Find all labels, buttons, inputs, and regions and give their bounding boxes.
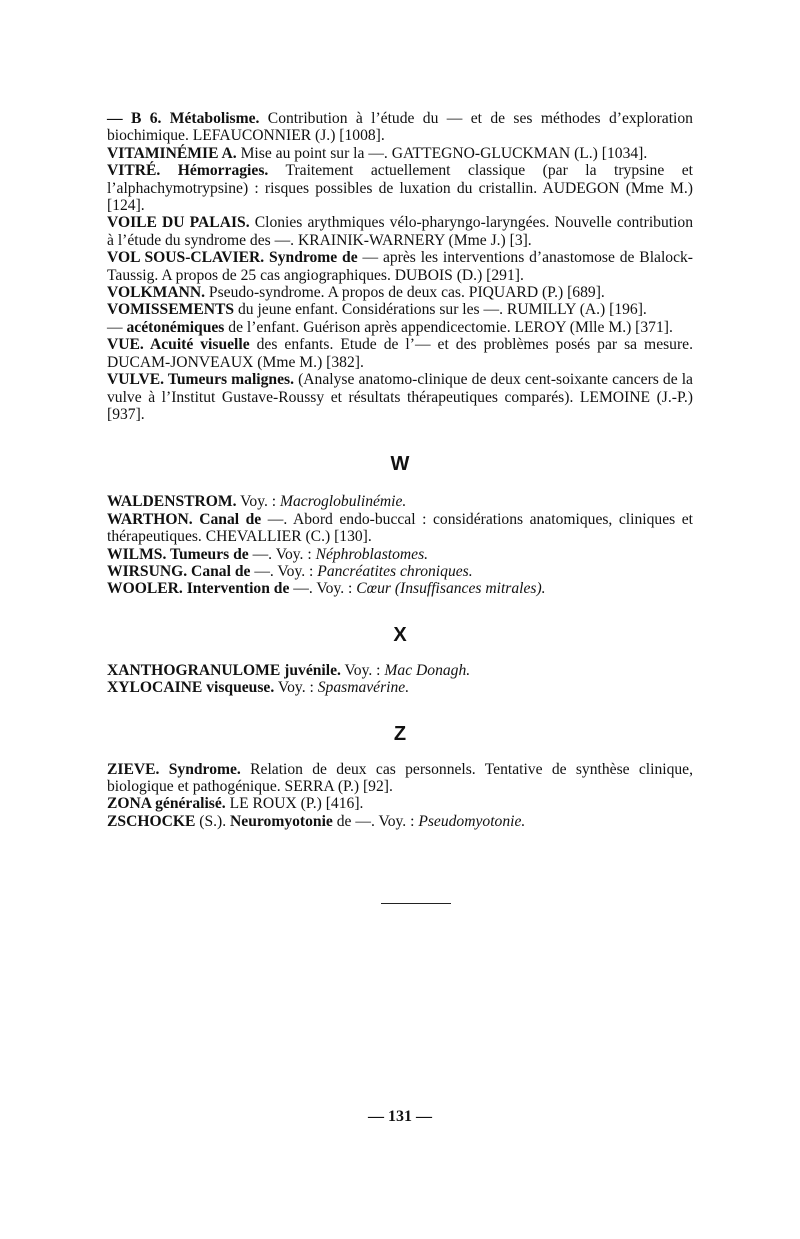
section-x [107,662,693,697]
entry-xanthogranulome [107,662,693,679]
entry-subject: généralisé. [151,795,226,813]
entry-vol-sous-clavier [107,249,693,284]
entry-wilms [107,546,693,563]
entry-text: des enfants. Etude de l’— et des problèmes posés par sa mesure. DUCAM-JONVEAUX (Mme M.) [382]. [107,336,693,371]
entry-subject: Canal de [187,562,251,580]
section-letter-w: W [390,453,410,476]
entry-headword: WILMS. [107,545,167,563]
entry-text: Relation de deux cas personnels. Tentative de synthèse clinique, biologique et pathogénique. SERRA (P.) [92]. [107,760,693,795]
entry-acetonemiques [107,319,693,336]
entry-text: de l’enfant. Guérison après appendicectomie. LEROY (Mlle M.) [371]. [224,318,673,336]
entry-text: Traitement actuellement classique (par la trypsine et l’alphachymotrypsine) : risques possibles de luxation du cristallin. AUDEGON (Mme M.) [124]. [107,162,693,215]
entry-wooler [107,580,693,597]
entry-xylocaine [107,679,693,696]
entry-b6-metabolisme [107,110,693,145]
index-page [107,110,693,830]
entry-text: Voy. : [274,679,318,697]
entry-text: Voy. : [340,661,385,679]
section-w [107,493,693,597]
entry-subject: Intervention de [182,580,290,598]
entry-volkmann [107,284,693,301]
entry-headword: WARTHON. [107,510,193,528]
entry-headword: — B 6. [107,110,170,127]
entry-zona [107,795,693,812]
entry-text: —. Voy. : [250,562,318,580]
entry-vue [107,336,693,371]
entry-wirsung [107,563,693,580]
entry-voile-du-palais [107,214,693,249]
entry-text: —. Voy. : [289,580,357,598]
entry-headword: WALDENSTROM. [107,493,237,511]
entry-headword: ZIEVE. [107,760,160,778]
section-z [107,761,693,831]
entry-text: — après les interventions d’anastomose de Blalock-Taussig. A propos de 25 cas angiographiques. DUBOIS (D.) [291]. [107,249,693,284]
entry-text: Pseudo-syndrome. A propos de deux cas. PIQUARD (P.) [689]. [205,284,605,302]
entry-cross-reference: Mac Donagh. [384,661,471,679]
entry-text: de —. Voy. : [332,812,419,830]
entry-warthon [107,511,693,546]
entry-headword: VULVE. [107,371,165,389]
entry-cross-reference: Cœur (Insuffisances mitrales). [356,580,546,598]
entry-text: Voy. : [236,493,281,511]
entry-cross-reference: Spasmavérine. [317,679,410,697]
entry-text: Contribution à l’étude du — et de ses méthodes d’exploration biochimique. LEFAUCONNIER (J.) [1008]. [107,110,693,145]
entry-subject: juvénile. [280,661,341,679]
entry-dash: — [107,318,127,336]
entry-subject: Canal de [192,510,262,528]
entry-text: (Analyse anatomo-clinique de deux cent-soixante cancers de la vulve à l’Institut Gustave-Roussy et résultats thérapeutiques comparés). LEMOINE (J.-P.) [937]. [107,371,693,423]
entry-headword: VOMISSEMENTS [107,301,235,319]
entry-headword: VITAMINÉMIE A. [107,144,237,162]
entry-headword: ZONA [107,795,152,813]
entry-headword: ZSCHOCKE [107,812,196,830]
entry-text: LE ROUX (P.) [416]. [225,795,364,813]
entry-headword: VOLKMANN. [107,284,206,302]
entry-subject: Syndrome. [159,760,241,778]
page-number: — 131 — [368,1108,432,1125]
entry-subject: Métabolisme. [169,110,260,127]
entry-vulve [107,371,693,423]
entry-cross-reference: Néphroblastomes. [315,545,429,563]
end-rule-divider [381,903,451,904]
entry-subject: acétonémiques [126,318,225,336]
entry-zieve [107,761,693,796]
entry-vomissements [107,301,693,318]
section-v [107,110,693,423]
entry-text: Mise au point sur la —. GATTEGNO-GLUCKMAN (L.) [1034]. [236,144,648,162]
entry-vitaminemie [107,145,693,162]
section-letter-z: Z [393,722,407,745]
entry-headword: VOL SOUS-CLAVIER. [107,249,265,267]
entry-subject: Hémorragies. [160,162,269,180]
entry-headword: VITRÉ. [107,162,161,180]
entry-zschocke [107,813,693,830]
entry-cross-reference: Pseudomyotonie. [418,812,526,830]
entry-headword: XYLOCAINE [107,679,203,697]
entry-subject: Syndrome de [264,249,358,267]
entry-text: —. Voy. : [248,545,316,563]
entry-text: du jeune enfant. Considérations sur les —. RUMILLY (A.) [196]. [234,301,647,319]
entry-cross-reference: Macroglobulinémie. [280,493,407,511]
entry-headword: VUE. [107,336,144,354]
entry-subject: Tumeurs malignes. [164,371,294,389]
entry-headword: WIRSUNG. [107,562,188,580]
entry-cross-reference: Pancréatites chroniques. [317,562,473,580]
entry-subject: Acuité visuelle [143,336,250,354]
entry-text: (S.). [195,812,231,830]
entry-headword: VOILE DU PALAIS. [107,214,250,232]
entry-subject: Neuromyotonie [230,812,333,830]
entry-vitre [107,162,693,214]
entry-subject: Tumeurs de [166,545,249,563]
entry-waldenstrom [107,493,693,510]
entry-subject: visqueuse. [202,679,275,697]
entry-text: —. Abord endo-buccal : considérations anatomiques, cliniques et thérapeutiques. CHEVALLIER (C.) [130]. [107,510,693,546]
section-letter-x: X [393,623,407,646]
entry-headword: XANTHOGRANULOME [107,661,281,679]
entry-text: Clonies arythmiques vélo-pharyngo-laryngées. Nouvelle contribution à l’étude du syndrome des —. KRAINIK-WARNERY (Mme J.) [3]. [107,214,694,249]
entry-headword: WOOLER. [107,580,183,598]
